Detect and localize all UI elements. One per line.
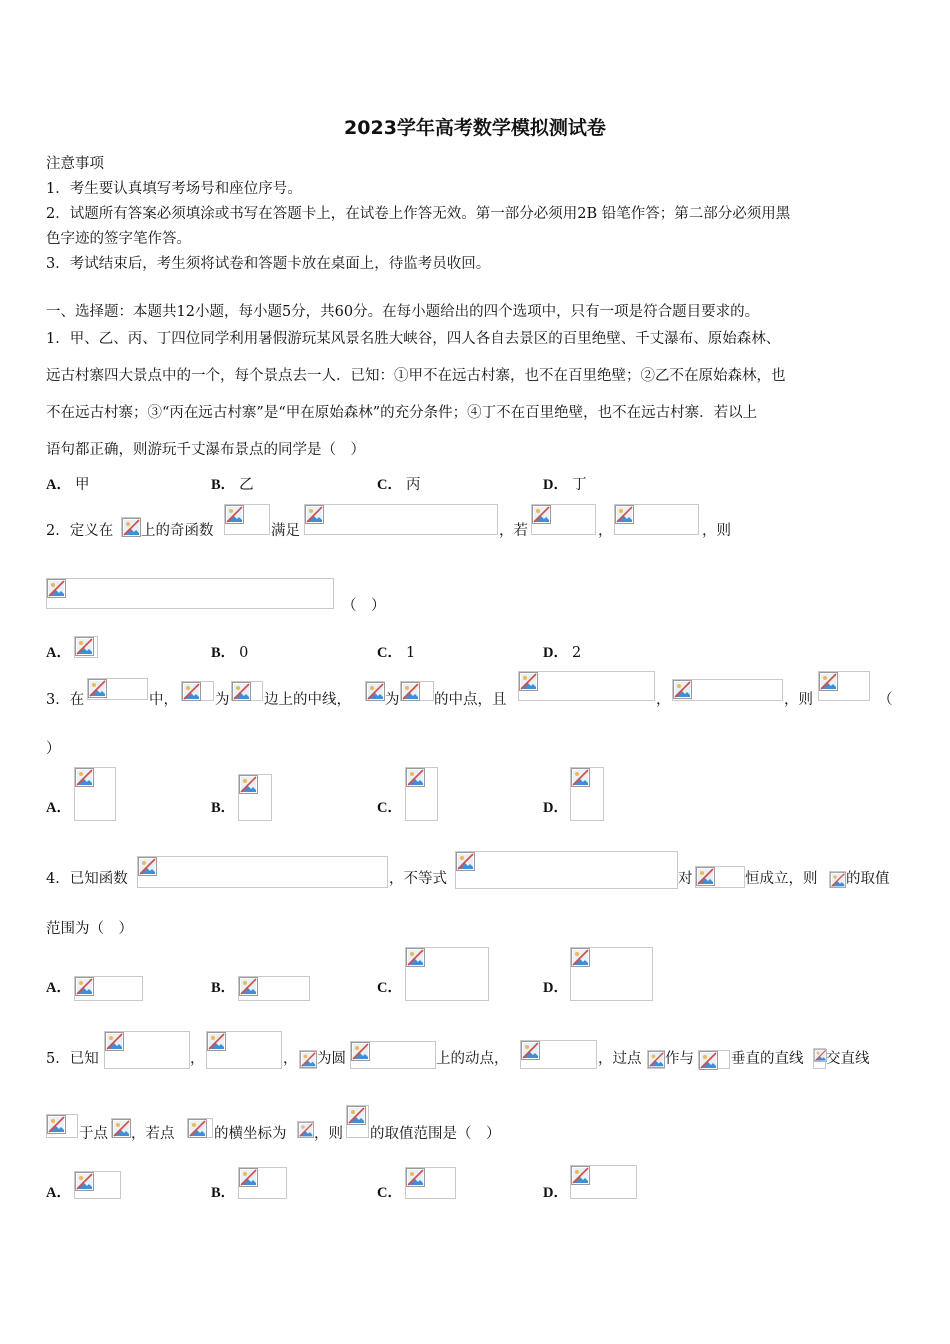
q2-text: ，若 — [499, 523, 528, 539]
math-formula-image — [813, 1048, 826, 1069]
broken-image-icon — [232, 682, 251, 701]
broken-image-icon — [406, 948, 425, 967]
notice-item: 1．考生要认真填写考场号和座位序号。 — [46, 181, 302, 197]
notice-heading: 注意事项 — [46, 156, 104, 172]
broken-image-icon — [75, 637, 94, 656]
q5-text: 上的动点， — [436, 1051, 509, 1067]
math-formula-image — [346, 1105, 369, 1138]
section-heading: 一、选择题：本题共12小题，每小题5分，共60分。在每小题给出的四个选项中，只有一项是符合题目要求的。 — [46, 304, 760, 320]
broken-image-icon — [75, 1172, 94, 1191]
q1-option-d: D． 丁 — [543, 477, 587, 493]
math-formula-image — [137, 856, 388, 888]
math-formula-image — [531, 504, 596, 535]
q5-text: 垂直的直线 — [731, 1051, 804, 1067]
math-formula-image — [350, 1041, 436, 1069]
q4-text: ，不等式 — [389, 871, 447, 887]
broken-image-icon — [75, 977, 94, 996]
math-formula-image — [570, 947, 653, 1001]
math-formula-image — [238, 976, 310, 1001]
q3-text: 为 — [385, 692, 400, 708]
q5-text: ， — [283, 1051, 298, 1067]
q2-text: （ ） — [342, 598, 386, 614]
math-formula-image — [111, 1118, 131, 1138]
q4-option-a: A． — [46, 980, 71, 996]
math-formula-image — [104, 1031, 190, 1069]
q5-text: ，过点 — [598, 1051, 642, 1067]
broken-image-icon — [366, 682, 385, 701]
q2-text: ， — [598, 523, 613, 539]
broken-image-icon — [207, 1032, 226, 1051]
math-formula-image — [74, 976, 143, 1001]
math-formula-image — [570, 767, 604, 821]
broken-image-icon — [47, 579, 66, 598]
q2-text: 上的奇函数 — [141, 523, 214, 539]
math-formula-image — [224, 504, 270, 535]
math-formula-image — [698, 1050, 730, 1069]
q5-option-b: B． — [211, 1185, 236, 1201]
math-formula-image — [829, 871, 846, 888]
broken-image-icon — [112, 1119, 131, 1138]
q2-text: ，则 — [702, 523, 731, 539]
math-formula-image — [187, 1118, 213, 1138]
q4-text: 范围为（ ） — [46, 921, 133, 937]
notice-item: 色字迹的签字笔作答。 — [46, 231, 191, 247]
page-title: 2023学年高考数学模拟测试卷 — [344, 117, 606, 139]
q3-text: ， — [656, 692, 671, 708]
q3-option-d: D． — [543, 800, 568, 816]
broken-image-icon — [188, 1119, 207, 1138]
q3-text: ，则 — [784, 692, 813, 708]
q5-option-a: A． — [46, 1185, 71, 1201]
math-formula-image — [365, 681, 385, 701]
math-formula-image — [206, 1031, 282, 1069]
q3-option-c: C． — [377, 800, 402, 816]
broken-image-icon — [105, 1032, 124, 1051]
q5-text: 于点 — [79, 1126, 108, 1142]
q4-text: 恒成立，则 — [745, 871, 818, 887]
q5-text: 交直线 — [826, 1051, 870, 1067]
q5-text: 为圆 — [317, 1051, 346, 1067]
broken-image-icon — [122, 518, 141, 537]
broken-image-icon — [75, 768, 94, 787]
broken-image-icon — [699, 1051, 718, 1070]
math-formula-image — [74, 636, 98, 658]
math-formula-image — [74, 767, 116, 821]
q1-text-line: 1．甲、乙、丙、丁四位同学利用暑假游玩某风景名胜大峡谷，四人各自去景区的百里绝壁、千丈瀑布、原始森林、 — [46, 331, 781, 347]
broken-image-icon — [648, 1051, 665, 1068]
broken-image-icon — [571, 1166, 590, 1185]
math-formula-image — [647, 1050, 665, 1069]
math-formula-image — [518, 671, 655, 701]
q2-option-d: D． 2 — [543, 645, 582, 661]
q2-option-a: A． — [46, 645, 71, 661]
q5-text: ，若点 — [131, 1126, 175, 1142]
math-formula-image — [695, 866, 745, 888]
broken-image-icon — [88, 679, 107, 698]
q5-option-d: D． — [543, 1185, 568, 1201]
q1-option-b: B． 乙 — [211, 477, 254, 493]
broken-image-icon — [696, 867, 715, 886]
math-formula-image — [299, 1050, 317, 1069]
math-formula-image — [74, 1171, 121, 1199]
math-formula-image — [46, 578, 334, 609]
q3-option-b: B． — [211, 800, 236, 816]
q3-option-a: A． — [46, 800, 71, 816]
broken-image-icon — [406, 1168, 425, 1187]
broken-image-icon — [819, 672, 838, 691]
math-formula-image — [570, 1165, 637, 1199]
q2-option-b: B． 0 — [211, 645, 249, 661]
math-formula-image — [520, 1040, 597, 1069]
broken-image-icon — [673, 680, 692, 699]
math-formula-image — [614, 504, 699, 535]
math-formula-image — [181, 681, 214, 701]
broken-image-icon — [225, 505, 244, 524]
q5-text: ， — [190, 1051, 205, 1067]
broken-image-icon — [347, 1106, 366, 1125]
broken-image-icon — [138, 857, 157, 876]
q1-text-line: 语句都正确，则游玩千丈瀑布景点的同学是（ ） — [46, 442, 365, 458]
broken-image-icon — [239, 775, 258, 794]
math-formula-image — [231, 681, 263, 701]
broken-image-icon — [305, 505, 324, 524]
q4-option-b: B． — [211, 980, 236, 996]
broken-image-icon — [532, 505, 551, 524]
broken-image-icon — [521, 1041, 540, 1060]
broken-image-icon — [239, 1168, 258, 1187]
math-formula-image — [405, 1167, 456, 1199]
q3-text: ） — [46, 741, 61, 757]
math-formula-image — [87, 678, 148, 700]
broken-image-icon — [239, 977, 258, 996]
broken-image-icon — [401, 682, 420, 701]
math-formula-image — [46, 1114, 78, 1138]
math-formula-image — [304, 504, 498, 535]
q4-option-d: D． — [543, 980, 568, 996]
q5-text: ，则 — [314, 1126, 343, 1142]
broken-image-icon — [519, 672, 538, 691]
q2-text: 满足 — [271, 523, 300, 539]
broken-image-icon — [615, 505, 634, 524]
q4-text: 4．已知函数 — [46, 871, 128, 887]
broken-image-icon — [47, 1115, 66, 1134]
q3-text: 3．在 — [46, 692, 85, 708]
broken-image-icon — [406, 768, 425, 787]
broken-image-icon — [298, 1122, 314, 1138]
math-formula-image — [238, 774, 272, 821]
math-formula-image — [405, 947, 489, 1001]
q3-text: （ — [878, 692, 893, 708]
math-formula-image — [121, 517, 141, 537]
math-formula-image — [400, 681, 434, 701]
q5-option-c: C． — [377, 1185, 402, 1201]
math-formula-image — [672, 679, 783, 701]
q5-text: 的取值范围是（ ） — [370, 1126, 501, 1142]
q5-text: 作与 — [665, 1051, 694, 1067]
broken-image-icon — [351, 1042, 370, 1061]
q3-text: 的中点，且 — [434, 692, 507, 708]
q1-text-line: 远古村寨四大景点中的一个，每个景点去一人．已知：①甲不在远古村寨，也不在百里绝壁；②乙不在原始森林，也 — [46, 368, 786, 384]
q3-text: 边上的中线， — [264, 692, 351, 708]
math-formula-image — [297, 1121, 314, 1138]
broken-image-icon — [182, 682, 201, 701]
broken-image-icon — [456, 852, 475, 871]
broken-image-icon — [830, 872, 846, 888]
math-formula-image — [405, 767, 438, 821]
notice-item: 2．试题所有答案必须填涂或书写在答题卡上，在试卷上作答无效。第一部分必须用2B 铅笔作答；第二部分必须用黑 — [46, 206, 791, 222]
math-formula-image — [238, 1167, 287, 1199]
broken-image-icon — [300, 1051, 317, 1068]
q3-text: 中， — [149, 692, 178, 708]
math-formula-image — [818, 671, 870, 701]
notice-item: 3．考试结束后，考生须将试卷和答题卡放在桌面上，待监考员收回。 — [46, 256, 491, 272]
q1-option-c: C． 丙 — [377, 477, 421, 493]
q2-option-c: C． 1 — [377, 645, 416, 661]
q4-text: 对 — [678, 871, 693, 887]
broken-image-icon — [571, 768, 590, 787]
math-formula-image — [455, 851, 678, 889]
q1-text-line: 不在远古村寨；③“丙在远古村寨”是“甲在原始森林”的充分条件；④丁不在百里绝壁，也不在远古村寨．若以上 — [46, 405, 758, 421]
q4-option-c: C． — [377, 980, 402, 996]
q4-text: 的取值 — [846, 871, 890, 887]
q2-text: 2．定义在 — [46, 523, 114, 539]
q5-text: 的横坐标为 — [214, 1126, 287, 1142]
q3-text: 为 — [215, 692, 230, 708]
broken-image-icon — [571, 948, 590, 967]
q1-option-a: A． 甲 — [46, 477, 90, 493]
q5-text: 5．已知 — [46, 1051, 99, 1067]
